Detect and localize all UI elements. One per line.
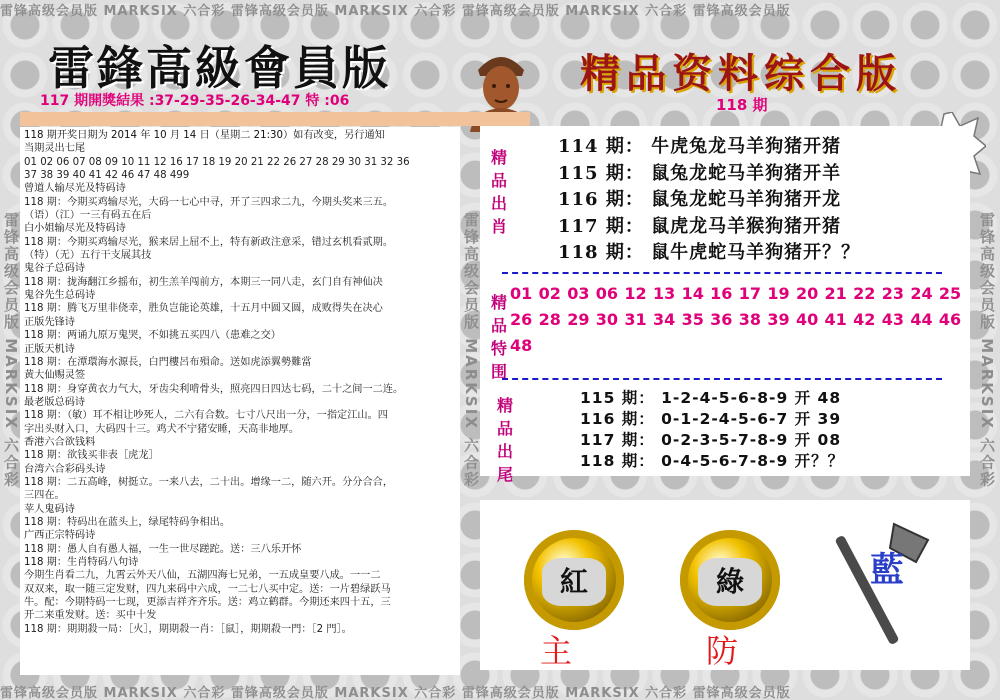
special-number: 22 (853, 284, 876, 303)
main-pick-label: 主 (540, 632, 573, 670)
special-number: 01 (510, 284, 533, 303)
poem-line: 开二来重发财。送：买中十发 (24, 610, 157, 622)
poem-line: 37 38 39 40 41 42 46 47 48 499 (24, 170, 190, 182)
special-number: 13 (652, 284, 676, 303)
poem-line: 牛。配：今期特码一七现，更添吉祥齐齐乐。送：鸡立鹤群。今期还来四十五，三 (24, 597, 391, 609)
poem-line: 三四在。 (24, 490, 65, 502)
special-number: 02 (538, 284, 561, 303)
zodiac-row: 118 期： 鼠牛虎蛇马羊狗猪开？？ (558, 242, 861, 263)
poem-heading: 当期灵出七尾 (24, 143, 86, 155)
poem-heading: 苹人鬼码诗 (24, 503, 75, 515)
poem-line: 01 02 06 07 08 09 10 11 12 16 17 18 19 20 21 22 26 27 28 29 30 31 32 36 (24, 156, 410, 168)
poem-heading: 广西正宗特码诗 (24, 530, 96, 542)
poem-heading: 曾道人输尽光及特码诗 (24, 183, 126, 195)
poem-line: 118 期：腾飞万里非侥幸，胜负岂能论英雄，十五月中圆又圆，成败得失在决心 (24, 303, 383, 315)
issue-number: 118 期 (716, 96, 768, 114)
special-number: 42 (853, 310, 876, 329)
zodiac-list (558, 134, 860, 267)
poem-heading: 香港六合欲钱料 (24, 436, 96, 448)
poem-line: 今期生肖看二九，九霄云外天八仙，五湖四海七兄弟，一五成皇要八成。一一二 (24, 570, 381, 582)
watermark-band-bottom: 雷锋高级会员版 MARKSIX 六合彩 雷锋高级会员版 MARKSIX 六合彩 雷锋高级会员版 MARKSIX 六合彩 雷锋高级会员版 (0, 686, 791, 700)
divider-2 (502, 378, 942, 380)
poem-heading: 鬼谷先生总码诗 (24, 290, 96, 302)
poem-heading: 黄大仙赐灵签 (24, 370, 86, 382)
poem-line: 118 期：两诵九原万鬼哭，不如挑五买四八（患难之交） (24, 330, 281, 342)
prediction-text-panel (20, 127, 460, 675)
tail-number-list (580, 388, 844, 472)
special-number: 36 (710, 310, 733, 329)
color-pick-panel (480, 500, 970, 670)
horseshoe-green-label: 綠 (698, 558, 762, 606)
label-zodiac: 精品出肖 (490, 148, 507, 236)
special-number: 34 (652, 310, 676, 329)
horseshoe-green-icon (680, 530, 780, 630)
tail-row: 116 期： 0-1-2-4-5-6-7 开 39 (580, 410, 842, 428)
special-number: 20 (795, 284, 819, 303)
special-number: 16 (710, 284, 733, 303)
header-right (560, 22, 960, 114)
poem-heading: 最老版总码诗 (24, 396, 86, 408)
special-number: 23 (881, 284, 904, 303)
poem-line: 118 期：特码出在蓝头上，绿尾特码争相出。 (24, 516, 231, 528)
zodiac-row: 114 期： 牛虎兔龙马羊狗猪开猪 (558, 136, 842, 157)
horseshoe-red-label: 紅 (542, 558, 606, 606)
blue-label: 藍 (870, 550, 904, 590)
tail-row: 117 期： 0-2-3-5-7-8-9 开 08 (580, 431, 842, 449)
special-number: 46 (938, 310, 962, 329)
special-number: 41 (824, 310, 847, 329)
special-number: 03 (567, 284, 590, 303)
stats-panel (480, 126, 970, 484)
watermark-band-top: 雷锋高级会员版 MARKSIX 六合彩 雷锋高级会员版 MARKSIX 六合彩 雷锋高级会员版 MARKSIX 六合彩 雷锋高级会员版 (0, 4, 791, 18)
page-title: 雷鋒高級會員版 (48, 41, 391, 95)
special-number: 12 (624, 284, 647, 303)
backup-pick-label: 防 (706, 632, 739, 670)
special-number: 44 (910, 310, 933, 329)
poem-line: 118 期：拢海翻江乡摇布，初生羔羊闯前方，本期三一同八走，玄门自有神仙决 (24, 276, 383, 288)
poem-heading: 鬼谷子总码诗 (24, 263, 86, 275)
poem-line: 118 期：期期殺一局：［火］，期期殺一肖：［鼠］，期期殺一門：［2 門］。 (24, 623, 352, 635)
poem-heading: 白小姐输尽光及特码诗 (24, 223, 126, 235)
poem-line: 118 期：今期买鸡输尽光，大码一七心中寻，开了三四求二九，今期头奖来三五。 (24, 196, 394, 208)
special-number: 25 (938, 284, 962, 303)
special-number: 31 (624, 310, 647, 329)
special-number: 21 (824, 284, 847, 303)
poem-line: 118 期：在潭環海水源長，白門樓呂布殞命。送如虎添翼勢難當 (24, 356, 312, 368)
watermark-column-left: 雷锋高级会员版 MARKSIX 六合彩 (2, 211, 20, 489)
poem-heading: 正版先锋诗 (24, 316, 75, 328)
poem-line: （特）（无）五行干支展其技 (24, 250, 152, 262)
special-number: 35 (681, 310, 704, 329)
label-special-numbers: 精品特围 (490, 293, 507, 381)
watermark-column-middle: 雷锋高级会员版 MARKSIX 六合彩 (462, 211, 480, 489)
last-draw-result: 117 期開獎結果 :37-29-35-26-34-47 特 :06 (40, 93, 350, 109)
special-number: 24 (910, 284, 933, 303)
poem-line: 双双来，取一随三定发财，四九来码中六成，一二七八买中定。送：一片碧绿跃马 (24, 583, 391, 595)
special-number: 38 (738, 310, 762, 329)
poem-line: 118 期：（敏）耳不相让吵死人，二六有合数。七寸八尺出一分，一指定江山。四 (24, 410, 388, 422)
poem-line: 118 期：今期买鸡输尽光，猴来居上屈不上，特有新政注意采，错过玄机看贰期。 (24, 236, 394, 248)
poem-heading: 118 期开奖日期为 2014 年 10 月 14 日（星期二 21:30）如有改变，另行通知 (24, 130, 385, 141)
special-number: 19 (767, 284, 790, 303)
poem-heading: 118 期：生肖特码八句诗 (24, 557, 139, 568)
special-number: 40 (795, 310, 819, 329)
poem-line: 118 期：愚人自有愚人福，一生一世尽蹉跎。送：三八乐开怀 (24, 543, 302, 555)
zodiac-row: 116 期： 鼠兔龙蛇马羊狗猪开龙 (558, 189, 842, 210)
special-number-grid (510, 281, 970, 359)
poem-line: 118 期：二五高峰，树挺立。一来八去，二十出。增缘一二，随六开。分分合合， (24, 476, 394, 488)
section-title: 精品资料综合版 (580, 50, 902, 97)
special-number: 39 (767, 310, 790, 329)
header-left (20, 22, 528, 122)
special-number: 14 (681, 284, 704, 303)
zodiac-row: 115 期： 鼠兔龙蛇马羊狗猪开羊 (558, 162, 842, 184)
header-accent-bar (20, 112, 530, 126)
special-number: 06 (595, 284, 619, 303)
horseshoe-red-icon (524, 530, 624, 630)
label-tail: 精品出尾 (496, 396, 513, 484)
tail-row: 118 期： 0-4-5-6-7-8-9 开？？ (580, 452, 845, 470)
tail-row: 115 期： 1-2-4-5-6-8-9 开 48 (580, 389, 842, 407)
poem-line: 118 期：欲钱买非表［虎龙］ (24, 450, 159, 462)
zodiac-row: 117 期： 鼠虎龙马羊猴狗猪开猪 (558, 215, 842, 237)
special-number: 29 (567, 310, 590, 329)
poem-heading: 台湾六合彩码头诗 (24, 463, 106, 475)
poem-line: 118 期：身穿黄衣力气大，牙齿尖利啃骨头，照亮四日四达七码，二十之间一二连。 (24, 383, 404, 395)
poem-line: 字出头财入口，大码四十三。鸡犬不宁猪安睡，天高非地厚。 (24, 423, 300, 435)
special-number: 17 (738, 284, 762, 303)
special-number: 48 (510, 336, 533, 355)
watermark-column-right: 雷锋高级会员版 MARKSIX 六合彩 (978, 211, 996, 489)
special-number: 30 (595, 310, 619, 329)
poem-heading: 正版天机诗 (24, 343, 75, 355)
special-number: 26 (510, 310, 533, 329)
divider-1 (502, 272, 942, 274)
special-number: 28 (538, 310, 561, 329)
poem-line: （语）（江）一三有码五在后 (24, 210, 152, 222)
special-number: 43 (881, 310, 904, 329)
